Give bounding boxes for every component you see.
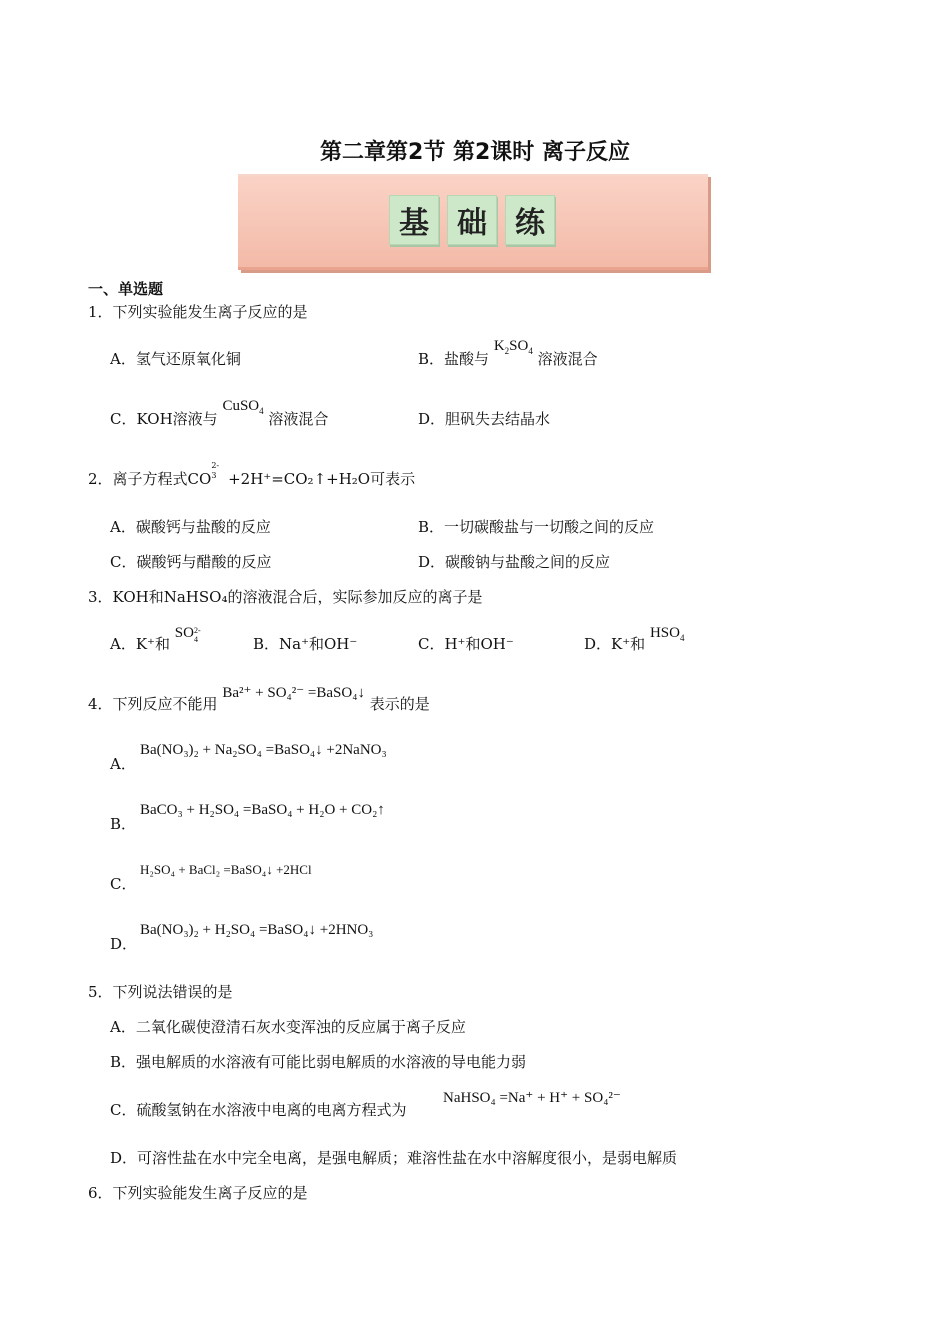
q4-option-d-formula: Ba(NO₃)₂ + H₂SO₄ =BaSO₄↓ +2HNO₃ [140, 922, 374, 938]
q1-option-a: A．氢气还原氧化铜 [110, 350, 241, 368]
section-heading: 一、单选题 [88, 280, 164, 298]
question-6-stem: 6．下列实验能发生离子反应的是 [88, 1184, 308, 1202]
q5-option-c: C．硫酸氢钠在水溶液中电离的电离方程式为 [110, 1101, 407, 1119]
q5-option-a: A．二氧化碳使澄清石灰水变浑浊的反应属于离子反应 [110, 1018, 466, 1036]
q3-option-c: C．H⁺和OH⁻ [418, 635, 514, 653]
q5-option-c-formula: NaHSO₄ =Na⁺ + H⁺ + SO₄²⁻ [443, 1090, 621, 1106]
q4-option-b-label: B． [110, 815, 137, 833]
question-4-stem: 4．下列反应不能用 Ba²⁺ + SO₄²⁻ =BaSO₄↓ 表示的是 [88, 685, 430, 713]
q5-option-b: B．强电解质的水溶液有可能比弱电解质的水溶液的导电能力弱 [110, 1053, 527, 1071]
q3-option-a: A．K⁺和 SO 2- 4 [110, 625, 201, 653]
q2-option-d: D．碳酸钠与盐酸之间的反应 [418, 553, 611, 571]
banner-tile: 础 [447, 195, 497, 245]
q4-option-a-formula: Ba(NO₃)₂ + Na₂SO₄ =BaSO₄↓ +2NaNO₃ [140, 742, 387, 758]
page-title: 第二章第2节 第2课时 离子反应 [320, 140, 630, 165]
q2-option-b: B．一切碳酸盐与一切酸之间的反应 [418, 518, 655, 536]
question-5-stem: 5．下列说法错误的是 [88, 983, 233, 1001]
question-3-stem: 3．KOH和NaHSO₄的溶液混合后，实际参加反应的离子是 [88, 588, 483, 606]
q1-option-b: B．盐酸与 $K_2SO_4$ 溶液混合 [418, 338, 598, 368]
q5-option-d: D．可溶性盐在水中完全电离，是强电解质；难溶性盐在水中溶解度很小，是弱电解质 [110, 1149, 678, 1167]
banner-tiles [389, 195, 555, 245]
q4-option-c-formula: H₂SO₄ + BaCl₂ =BaSO₄↓ +2HCl [140, 862, 312, 877]
q3-option-d: D．K⁺和 $HSO_4$ [584, 625, 685, 653]
section-banner [238, 174, 708, 270]
q4-option-c-label: C． [110, 875, 137, 893]
question-2-stem: 2．离子方程式CO 2- 3 +2H⁺=CO₂↑+H₂O可表示 [88, 461, 416, 488]
q4-option-d-label: D． [110, 935, 138, 953]
q3-option-b: B．Na⁺和OH⁻ [253, 635, 358, 653]
q1-option-c: C．KOH溶液与 CuSO$_4$ 溶液混合 [110, 398, 329, 428]
question-1-stem: 1．下列实验能发生离子反应的是 [88, 303, 308, 321]
banner-tile: 练 [505, 195, 555, 245]
q2-option-a: A．碳酸钙与盐酸的反应 [110, 518, 271, 536]
q2-option-c: C．碳酸钙与醋酸的反应 [110, 553, 272, 571]
banner-tile: 基 [389, 195, 439, 245]
q4-option-a-label: A． [110, 755, 136, 773]
q1-option-d: D．胆矾失去结晶水 [418, 410, 551, 428]
q4-option-b-formula: BaCO₃ + H₂SO₄ =BaSO₄ + H₂O + CO₂↑ [140, 802, 385, 818]
banner-edge [238, 267, 708, 270]
